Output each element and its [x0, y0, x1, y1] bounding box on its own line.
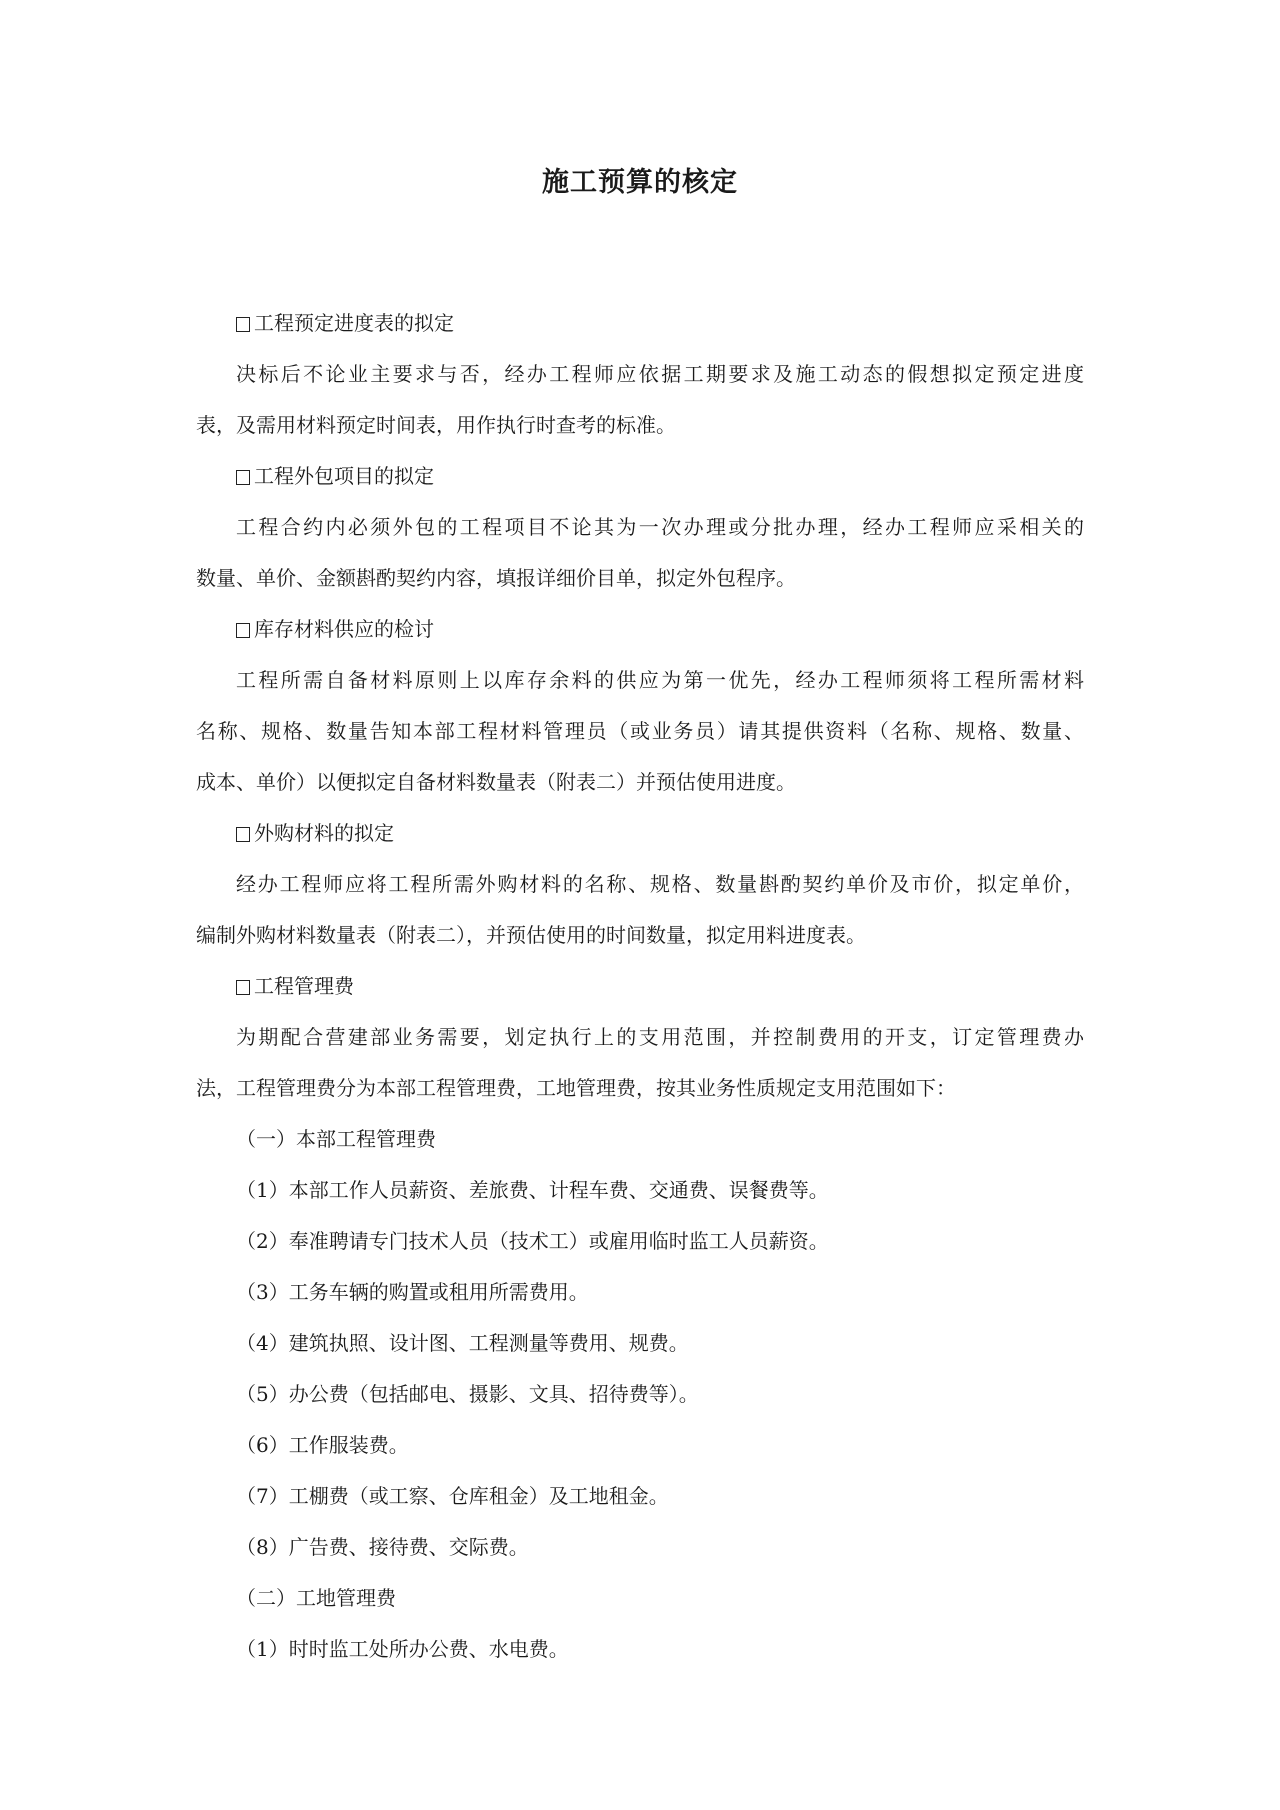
checkbox-square-icon	[236, 827, 250, 842]
list-item: （6）工作服装费。	[236, 1433, 409, 1457]
list-item: （7）工棚费（或工察、仓库租金）及工地租金。	[236, 1484, 669, 1508]
document-body	[196, 298, 1084, 1675]
list-item: （4）建筑执照、设计图、工程测量等费用、规费。	[236, 1331, 689, 1355]
list-item: （8）广告费、接待费、交际费。	[236, 1535, 529, 1559]
section-heading: 工程预定进度表的拟定	[196, 298, 1084, 349]
checkbox-square-icon	[236, 623, 250, 638]
section-heading: 工程外包项目的拟定	[196, 451, 1084, 502]
paragraph-line: 成本、单价）以便拟定自备材料数量表（附表二）并预估使用进度。	[196, 770, 796, 794]
paragraph-line: 表，及需用材料预定时间表，用作执行时查考的标准。	[196, 413, 676, 437]
paragraph-line: 数量、单价、金额斟酌契约内容，填报详细价目单，拟定外包程序。	[196, 566, 796, 590]
list-item: （1）本部工作人员薪资、差旅费、计程车费、交通费、误餐费等。	[236, 1178, 829, 1202]
paragraph-line: 编制外购材料数量表（附表二），并预估使用的时间数量，拟定用料进度表。	[196, 923, 866, 947]
list-item: （3）工务车辆的购置或租用所需费用。	[236, 1280, 589, 1304]
list-item: （5）办公费（包括邮电、摄影、文具、招待费等）。	[236, 1382, 699, 1406]
checkbox-square-icon	[236, 317, 250, 332]
paragraph-line: 法，工程管理费分为本部工程管理费，工地管理费，按其业务性质规定支用范围如下：	[196, 1076, 956, 1100]
paragraph-line: 工程所需自备材料原则上以库存余料的供应为第一优先，经办工程师须将工程所需材料	[236, 668, 1084, 692]
paragraph-line: 决标后不论业主要求与否，经办工程师应依据工期要求及施工动态的假想拟定预定进度	[236, 362, 1084, 386]
page-title: 施工预算的核定	[542, 167, 738, 198]
section-heading: 工程管理费	[196, 961, 1084, 1012]
paragraph-line: 经办工程师应将工程所需外购材料的名称、规格、数量斟酌契约单价及市价，拟定单价，	[236, 872, 1084, 896]
checkbox-square-icon	[236, 470, 250, 485]
list-item: （二）工地管理费	[236, 1586, 396, 1610]
list-item: （一）本部工程管理费	[236, 1127, 436, 1151]
checkbox-square-icon	[236, 980, 250, 995]
section-heading: 外购材料的拟定	[196, 808, 1084, 859]
list-item: （1）时时监工处所办公费、水电费。	[236, 1637, 569, 1661]
paragraph-line: 为期配合营建部业务需要，划定执行上的支用范围，并控制费用的开支，订定管理费办	[236, 1025, 1084, 1049]
list-item: （2）奉准聘请专门技术人员（技术工）或雇用临时监工人员薪资。	[236, 1229, 829, 1253]
paragraph-line: 工程合约内必须外包的工程项目不论其为一次办理或分批办理，经办工程师应采相关的	[236, 515, 1084, 539]
paragraph-line: 名称、规格、数量告知本部工程材料管理员（或业务员）请其提供资料（名称、规格、数量、	[196, 719, 1084, 743]
section-heading: 库存材料供应的检讨	[196, 604, 1084, 655]
